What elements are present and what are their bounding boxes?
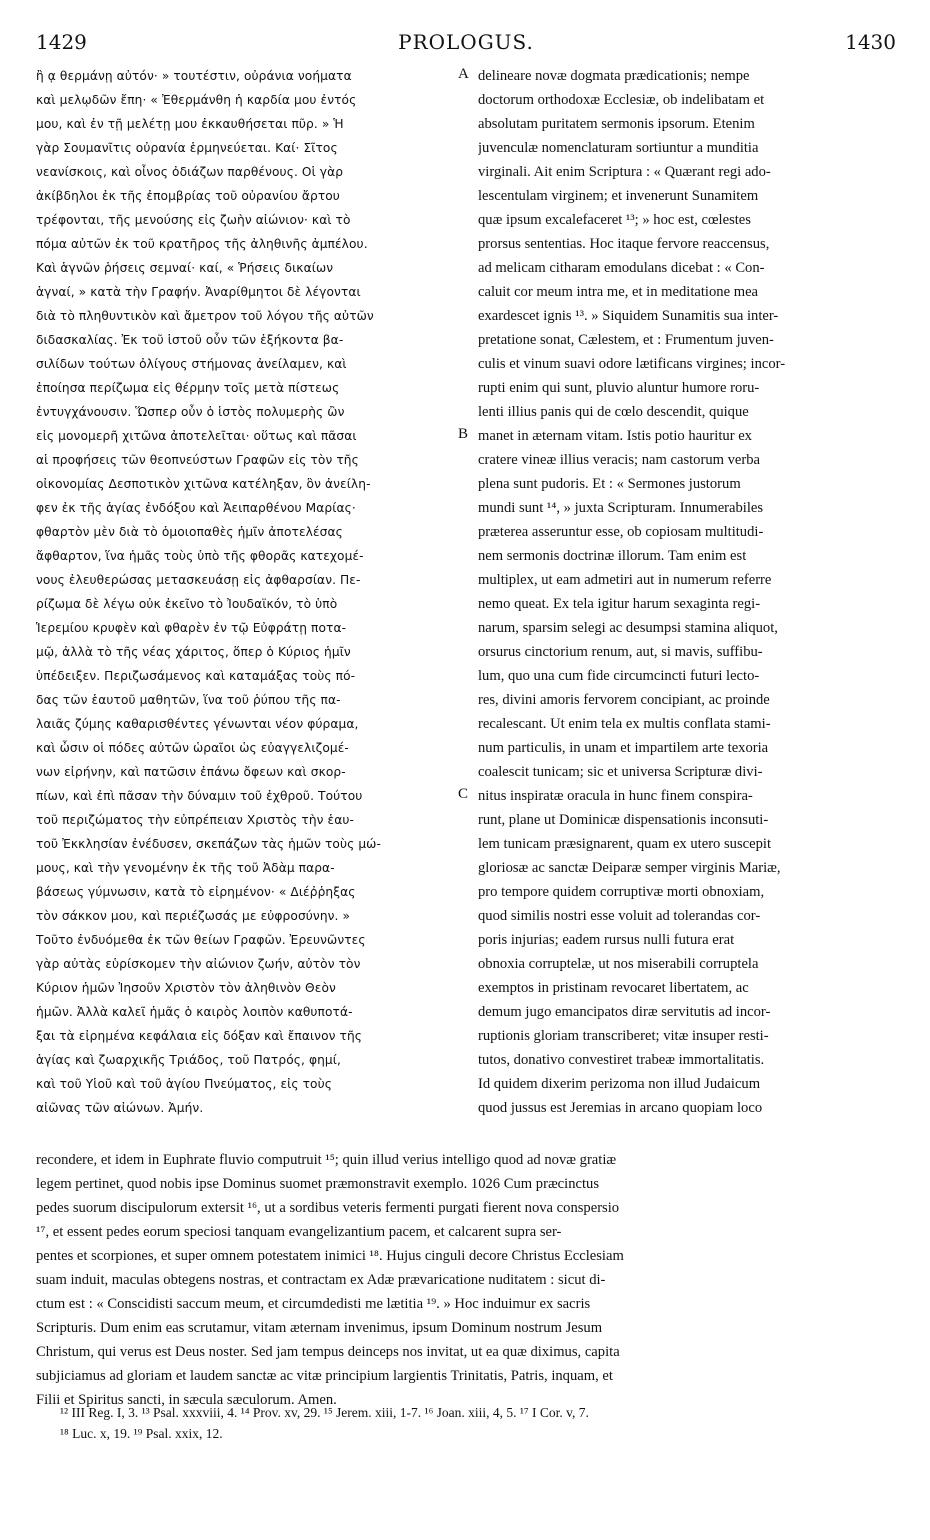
greek-text-line: πίων, καὶ ἐπὶ πᾶσαν τὴν δύναμιν τοῦ ἐχθροῦ. Τούτου <box>36 789 363 803</box>
greek-text-line: αἰῶνας τῶν αἰώνων. Ἀμήν. <box>36 1101 204 1115</box>
latin-text-line: juvenculæ nomenclaturam sortiuntur a munditia <box>478 140 759 156</box>
greek-text-line: τοῦ Ἐκκλησίαν ἐνέδυσεν, σκεπάζων τὰς ἡμῶν τοὺς μώ- <box>36 837 381 851</box>
footnotes <box>60 1402 900 1444</box>
greek-text-line: φεν ἐκ τῆς ἁγίας ἐνδόξου καὶ Ἀειπαρθένου Μαρίας· <box>36 501 356 515</box>
latin-text-line: plena sunt pudoris. Et : « Sermones justorum <box>478 476 741 492</box>
latin-text-line: lescentulam virginem; et invenerunt Sunamitem <box>478 188 759 204</box>
greek-text-line: ἡμῶν. Ἀλλὰ καλεῖ ἡμᾶς ὁ καιρὸς λοιπὸν καθυποτά- <box>36 1005 353 1019</box>
margin-marker-c: C <box>458 786 469 802</box>
full-width-text-line: ctum est : « Conscidisti saccum meum, et circumdedisti me lætitia ¹⁹. » Hoc induimur ex sacris <box>36 1296 591 1312</box>
greek-text-line: οἰκονομίας Δεσποτικὸν χιτῶνα κατέληξαν, ὃν ἀνείλη- <box>36 477 371 491</box>
latin-text-line: absolutam puritatem sermonis ipsorum. Etenim <box>478 116 755 132</box>
greek-text-line: διδασκαλίας. Ἐκ τοῦ ἱστοῦ οὖν τῶν ἑξήκοντα βα- <box>36 333 344 347</box>
latin-text-line: coalescit tunicam; sic et universa Scripturæ divi- <box>478 764 763 780</box>
greek-text-line: εἰς μονομερῆ χιτῶνα ἀποτελεῖται· οὕτως καὶ πᾶσαι <box>36 429 357 443</box>
greek-text-line: τοῦ περιζώματος τὴν εὐπρέπειαν Χριστὸς τὴν ἑαυ- <box>36 813 355 827</box>
latin-text-line: Id quidem dixerim perizoma non illud Judaicum <box>478 1076 761 1092</box>
latin-text-line: virginali. Ait enim Scriptura : « Quærant regi ado- <box>478 164 771 180</box>
full-width-text <box>36 1148 896 1412</box>
greek-text-line: Ἱερεμίου κρυφὲν καὶ φθαρὲν ἐν τῷ Εὐφράτῃ ποτα- <box>36 621 347 635</box>
latin-text-line: demum jugo emancipatos diræ servitutis ad incor- <box>478 1004 771 1020</box>
latin-column <box>478 64 896 1120</box>
full-width-text-line: ¹⁷, et essent pedes eorum speciosi tanquam evangelizantium pacem, et calcarent supra ser- <box>36 1224 562 1240</box>
latin-text-line: multiplex, ut eam admetiri aut in numerum referre <box>478 572 772 588</box>
greek-text-line: νεανίσκοις, καὶ οἶνος ὀδιάζων παρθένους. Οἱ γὰρ <box>36 165 344 179</box>
latin-text-line: orsurus cinctorium renum, aut, si mavis, suffibu- <box>478 644 763 660</box>
greek-text-line: ἁγίας καὶ ζωαρχικῆς Τριάδος, τοῦ Πατρός, φημί, <box>36 1053 341 1067</box>
latin-text-line: manet in æternam vitam. Istis potio hauritur ex <box>478 428 752 444</box>
greek-text-line: τὸν σάκκον μου, καὶ περιέζωσάς με εὐφροσύνην. » <box>36 909 351 923</box>
margin-marker-b: B <box>458 426 469 442</box>
greek-text-line: ἁγναί, » κατὰ τὴν Γραφήν. Ἀναρίθμητοι δὲ λέγονται <box>36 285 361 299</box>
page-number-right: 1430 <box>845 30 896 54</box>
full-width-text-line: subjiciamus ad gloriam et laudem sanctæ ac vitæ principium largientis Trinitatis, Patris, inquam, et <box>36 1368 613 1384</box>
greek-text-line: τρέφονται, τῆς μενούσης εἰς ζωὴν αἰώνιον· καὶ τὸ <box>36 213 351 227</box>
latin-text-line: narum, sparsim selegi ac desumpsi stamina aliquot, <box>478 620 778 636</box>
latin-text-line: rupti enim qui sunt, pluvio aluntur humore roru- <box>478 380 760 396</box>
greek-text-line: ἄφθαρτον, ἵνα ἡμᾶς τοὺς ὑπὸ τῆς φθορᾶς κατεχομέ- <box>36 549 364 563</box>
latin-text-line: lenti illius panis qui de cœlo descendit, quique <box>478 404 749 420</box>
latin-text-line: tutos, donativo convestiret trabeæ immortalitatis. <box>478 1052 765 1068</box>
greek-text-line: ξαι τὰ εἰρημένα κεφάλαια εἰς δόξαν καὶ ἔπαινον τῆς <box>36 1029 363 1043</box>
latin-text-line: cratere vineæ illius veracis; nam castorum verba <box>478 452 761 468</box>
footnote-line: ¹⁸ Luc. x, 19. ¹⁹ Psal. xxix, 12. <box>60 1426 223 1441</box>
running-title: PROLOGUS. <box>398 30 534 54</box>
greek-text-line: ἐποίησα περίζωμα εἰς θέρμην τοῖς μετὰ πίστεως <box>36 381 340 395</box>
greek-column <box>36 64 454 1120</box>
full-width-text-line: suam induit, maculas obtegens nostras, et contractam ex Adæ prævaricatione nuditatem : sicut di- <box>36 1272 606 1288</box>
latin-text-line: nemo queat. Ex tela igitur harum sexaginta regi- <box>478 596 761 612</box>
greek-text-line: ρίζωμα δὲ λέγω οὐκ ἐκεῖνο τὸ Ἰουδαϊκόν, τὸ ὑπὸ <box>36 597 338 611</box>
full-width-text-line: recondere, et idem in Euphrate fluvio computruit ¹⁵; quin illud verius intelligo quod ad novæ gratiæ <box>36 1152 617 1168</box>
greek-text-line: ἀκίβδηλοι ἐκ τῆς ἐπομβρίας τοῦ οὐρανίου ἄρτου <box>36 189 340 203</box>
greek-text-line: δας τῶν ἑαυτοῦ μαθητῶν, ἵνα τοῦ ῥύπου τῆς πα- <box>36 693 341 707</box>
latin-text-line: delineare novæ dogmata prædicationis; nempe <box>478 68 750 84</box>
greek-text-line: Καὶ ἁγνῶν ῥήσεις σεμναί· καί, « Ῥήσεις δικαίων <box>36 261 334 275</box>
greek-text-line: βάσεως γύμνωσιν, κατὰ τὸ εἰρημένον· « Διέῤῥηξας <box>36 885 356 899</box>
latin-text-line: lum, quo una cum fide circumcincti futuri lecto- <box>478 668 760 684</box>
latin-text-line: quod jussus est Jeremias in arcano quopiam loco <box>478 1100 763 1116</box>
full-width-text-line: pentes et scorpiones, et super omnem potestatem inimici ¹⁸. Hujus cinguli decore Christus Ecclesiam <box>36 1248 624 1264</box>
greek-text-line: καὶ τοῦ Υἱοῦ καὶ τοῦ ἁγίου Πνεύματος, εἰς τοὺς <box>36 1077 333 1091</box>
greek-text-line: αἱ προφήσεις τῶν θεοπνεύστων Γραφῶν εἰς τὸν τῆς <box>36 453 359 467</box>
greek-text-line: νων εἰρήνην, καὶ πατῶσιν ἐπάνω ὄφεων καὶ σκορ- <box>36 765 346 779</box>
full-width-text-line: Filii et Spiritus sancti, in sæcula sæculorum. Amen. <box>36 1392 337 1408</box>
latin-text-line: præterea asseruntur esse, ob copiosam multitudi- <box>478 524 764 540</box>
greek-text-line: Κύριον ἡμῶν Ἰησοῦν Χριστὸν τὸν ἀληθινὸν Θεὸν <box>36 981 336 995</box>
full-width-text-line: legem pertinet, quod nobis ipse Dominus suomet præmonstravit exemplo. 1026 Cum præcinctus <box>36 1176 600 1192</box>
latin-text-line: obnoxia corruptelæ, ut nos miserabili corruptela <box>478 956 759 972</box>
latin-text-line: pro tempore quidem corruptivæ morti obnoxiam, <box>478 884 765 900</box>
greek-text-line: Τοῦτο ἐνδυόμεθα ἐκ τῶν θείων Γραφῶν. Ἐρευνῶντες <box>36 933 366 947</box>
greek-text-line: μου, καὶ ἐν τῇ μελέτῃ μου ἐκκαυθήσεται πῦρ. » Ἡ <box>36 117 344 131</box>
latin-text-line: quod similis nostri esse voluit ad tolerandas cor- <box>478 908 761 924</box>
greek-text-line: λαιᾶς ζύμης καθαρισθέντες γένωνται νέον φύραμα, <box>36 717 359 731</box>
greek-text-line: ὑπέδειξεν. Περιζωσάμενος καὶ καταμάξας τοὺς πό- <box>36 669 356 683</box>
page-number-left: 1429 <box>36 30 87 54</box>
latin-text-line: lem tunicam præsignarent, quam ex utero suscepit <box>478 836 772 852</box>
greek-text-line: ἢ ᾳ θερμάνῃ αὐτόν· » τουτέστιν, οὐράνια νοήματα <box>36 69 352 83</box>
latin-text-line: ruptionis gloriam transcriberet; vitæ insuper resti- <box>478 1028 769 1044</box>
latin-text-line: exemptos in pristinam revocaret libertatem, ac <box>478 980 749 996</box>
greek-text-line: καὶ ὦσιν οἱ πόδες αὐτῶν ὡραῖοι ὡς εὐαγγελιζομέ- <box>36 741 349 755</box>
margin-marker-a: A <box>458 66 469 82</box>
latin-text-line: poris injurias; eadem rursus nulli futura erat <box>478 932 735 948</box>
latin-text-line: pretatione sonat, Cælestem, et : Frumentum juven- <box>478 332 774 348</box>
greek-text-line: φθαρτὸν μὲν διὰ τὸ ὁμοιοπαθὲς ἡμῖν ἀποτελέσας <box>36 525 343 539</box>
latin-text-line: res, divini amoris fervorem concipiant, ac proinde <box>478 692 770 708</box>
full-width-text-line: Scripturis. Dum enim eas scrutamur, vitam æternam invenimus, ipsum Dominum nostrum Jesum <box>36 1320 603 1336</box>
greek-text-line: νους ἐλευθερώσας μετασκευάσῃ εἰς ἀφθαρσίαν. Πε- <box>36 573 361 587</box>
greek-text-line: γὰρ αὐτὰς εὑρίσκομεν τὴν αἰώνιον ζωήν, αὐτὸν τὸν <box>36 957 361 971</box>
latin-text-line: runt, plane ut Dominicæ dispensationis inconsuti- <box>478 812 769 828</box>
latin-text-line: culis et vinum suavi odore lætificans virgines; incor- <box>478 356 786 372</box>
latin-text-line: doctorum orthodoxæ Ecclesiæ, ob indelibatam et <box>478 92 765 108</box>
latin-text-line: ad melicam citharam emodulans dicebat : « Con- <box>478 260 765 276</box>
latin-text-line: gloriosæ ac sanctæ Deiparæ semper virginis Mariæ, <box>478 860 781 876</box>
latin-text-line: nem sermonis doctrinæ illorum. Tam enim est <box>478 548 747 564</box>
full-width-text-line: Christum, qui verus est Deus noster. Sed jam tempus deinceps nos invitat, ut ea quæ diximus, capita <box>36 1344 620 1360</box>
latin-text-line: exardescet ignis ¹³. » Siquidem Sunamitis sua inter- <box>478 308 779 324</box>
footnote-line: ¹² III Reg. I, 3. ¹³ Psal. xxxviii, 4. ¹⁴ Prov. xv, 29. ¹⁵ Jerem. xiii, 1-7. ¹⁶ Joan. xiii, 4, 5. ¹⁷ I Cor. v, 7. <box>60 1405 589 1420</box>
greek-text-line: μους, καὶ τὴν γενομένην ἐκ τῆς τοῦ Ἀδὰμ παρα- <box>36 861 335 875</box>
latin-text-line: recalescant. Ut enim tela ex multis conflata stami- <box>478 716 771 732</box>
greek-text-line: γὰρ Σουμανῖτις οὐρανία ἑρμηνεύεται. Καί· Σῖτος <box>36 141 338 155</box>
greek-text-line: ἐντυγχάνουσιν. Ὥσπερ οὖν ὁ ἱστὸς πολυμερὴς ὢν <box>36 405 345 419</box>
latin-text-line: prorsus sententias. Hoc itaque fervore reaccensus, <box>478 236 770 252</box>
greek-text-line: διὰ τὸ πληθυντικὸν καὶ ἄμετρον τοῦ λόγου τῆς αὐτῶν <box>36 309 374 323</box>
greek-text-line: πόμα αὐτῶν ἐκ τοῦ κρατῆρος τῆς ἀληθινῆς ἀμπέλου. <box>36 237 368 251</box>
full-width-text-line: pedes suorum discipulorum extersit ¹⁶, ut a sordibus veteris fermenti purgati fierent nova conspersio <box>36 1200 620 1216</box>
latin-text-line: num particulis, in unam et impartilem arte texoria <box>478 740 769 756</box>
greek-text-line: καὶ μελῳδῶν ἔπη· « Ἐθερμάνθη ἡ καρδία μου ἐντός <box>36 93 357 107</box>
latin-text-line: mundi sunt ¹⁴, » juxta Scripturam. Innumerabiles <box>478 500 764 516</box>
latin-text-line: nitus inspiratæ oracula in hunc finem conspira- <box>478 788 753 804</box>
greek-text-line: μῷ, ἀλλὰ τὸ τῆς νέας χάριτος, ὅπερ ὁ Κύριος ἡμῖν <box>36 645 351 659</box>
latin-text-line: caluit cor meum intra me, et in meditatione mea <box>478 284 759 300</box>
page-header <box>36 30 896 60</box>
greek-text-line: σιλίδων τούτων ὀλίγους στήμονας ἀνείλαμεν, καὶ <box>36 357 347 371</box>
latin-text-line: quæ ipsum excalefaceret ¹³; » hoc est, cœlestes <box>478 212 751 228</box>
